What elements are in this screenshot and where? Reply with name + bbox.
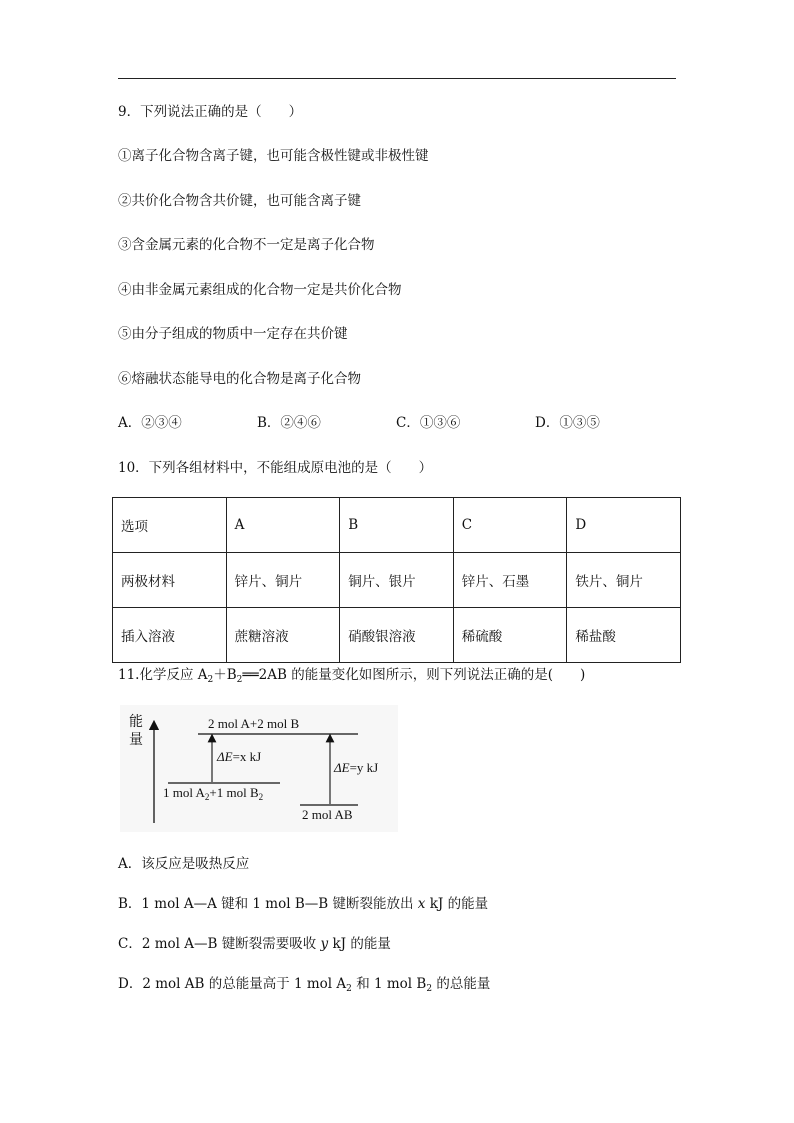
q9-statement-2: ②共价化合物含共价键，也可能含离子键 <box>118 193 361 209</box>
delta-label-2-symbol: ΔE <box>334 760 350 775</box>
top-level-label: 2 mol A+2 mol B <box>208 716 300 731</box>
q11-option-d <box>118 975 490 993</box>
table-cell: 蔗糖溶液 <box>226 608 340 663</box>
q11-option-d-part: D．2 mol AB 的总能量高于 1 mol A <box>118 976 347 992</box>
axis-label-char: 能 <box>129 714 143 730</box>
q11-option-c-part: C．2 mol A—B 键断裂需要吸收 <box>118 936 317 952</box>
table-cell: 硝酸银溶液 <box>340 608 454 663</box>
q11-stem-part: 11.化学反应 A <box>118 667 208 683</box>
q11-option-d-part: 和 1 mol B <box>356 976 427 992</box>
q11-option-a: A．该反应是吸热反应 <box>118 856 250 872</box>
q11-stem-subscript: 2 <box>236 675 243 685</box>
mid-level-label-part: +1 mol B <box>209 785 259 800</box>
q9-option-d: D．①③⑤ <box>535 415 600 431</box>
q11-option-c <box>118 935 391 953</box>
table-cell: 稀硫酸 <box>453 608 567 663</box>
mid-level-label-part: 1 mol A <box>163 785 205 800</box>
q11-option-b-part: kJ 的能量 <box>429 896 489 912</box>
q11-option-b-variable: x <box>417 896 426 912</box>
q10-table <box>112 497 681 663</box>
q9-option-b: B．②④⑥ <box>257 415 321 431</box>
q9-stem: 9．下列说法正确的是（ ） <box>118 104 303 120</box>
q11-stem <box>118 666 585 684</box>
q9-statement-6: ⑥熔融状态能导电的化合物是离子化合物 <box>118 371 361 387</box>
q11-option-c-part: kJ 的能量 <box>332 936 391 952</box>
q9-statement-1: ①离子化合物含离子键，也可能含极性键或非极性键 <box>118 148 429 164</box>
header-rule <box>118 78 676 79</box>
table-cell: A <box>226 498 340 553</box>
delta-label-1-value: =x kJ <box>232 749 262 764</box>
q9-option-a: A．②③④ <box>118 415 182 431</box>
energy-diagram <box>120 705 398 832</box>
table-row <box>113 553 681 608</box>
axis-label-char: 量 <box>129 732 143 748</box>
q11-stem-subscript: 2 <box>207 675 214 685</box>
table-cell: C <box>453 498 567 553</box>
q11-option-b-part: B．1 mol A—A 键和 1 mol B—B 键断裂能放出 <box>118 896 414 912</box>
table-cell: 两极材料 <box>113 553 227 608</box>
q9-statement-3: ③含金属元素的化合物不一定是离子化合物 <box>118 237 375 253</box>
delta-label-2 <box>333 760 378 775</box>
table-cell: B <box>340 498 454 553</box>
q11-option-d-part: 的总能量 <box>436 976 491 992</box>
q11-stem-part: ＋B <box>213 667 237 683</box>
bottom-level-label: 2 mol AB <box>302 807 353 822</box>
table-cell: 稀盐酸 <box>567 608 681 663</box>
delta-label-2-value: =y kJ <box>349 760 379 775</box>
table-cell: D <box>567 498 681 553</box>
table-row <box>113 498 681 553</box>
table-row <box>113 608 681 663</box>
table-cell: 铁片、铜片 <box>567 553 681 608</box>
table-cell: 铜片、银片 <box>340 553 454 608</box>
q9-option-c: C．①③⑥ <box>396 415 461 431</box>
table-cell: 锌片、铜片 <box>226 553 340 608</box>
mid-level-label <box>163 785 263 802</box>
energy-diagram-svg <box>120 705 398 832</box>
q10-stem: 10．下列各组材料中，不能组成原电池的是（ ） <box>118 460 433 476</box>
q11-option-b <box>118 895 488 913</box>
mid-level-label-subscript: 2 <box>258 792 264 802</box>
q11-option-c-variable: y <box>320 936 329 952</box>
table-cell: 选项 <box>113 498 227 553</box>
table-cell: 锌片、石墨 <box>453 553 567 608</box>
delta-label-1-symbol: ΔE <box>217 749 233 764</box>
delta-label-1 <box>216 749 261 764</box>
q11-stem-part: ══2AB 的能量变化如图所示，则下列说法正确的是( ) <box>242 667 586 683</box>
q9-statement-4: ④由非金属元素组成的化合物一定是共价化合物 <box>118 282 402 298</box>
q9-statement-5: ⑤由分子组成的物质中一定存在共价键 <box>118 326 348 342</box>
q11-option-d-subscript: 2 <box>426 984 433 994</box>
q11-option-d-subscript: 2 <box>346 984 352 994</box>
table-cell: 插入溶液 <box>113 608 227 663</box>
mid-level-label-subscript: 2 <box>204 792 210 802</box>
